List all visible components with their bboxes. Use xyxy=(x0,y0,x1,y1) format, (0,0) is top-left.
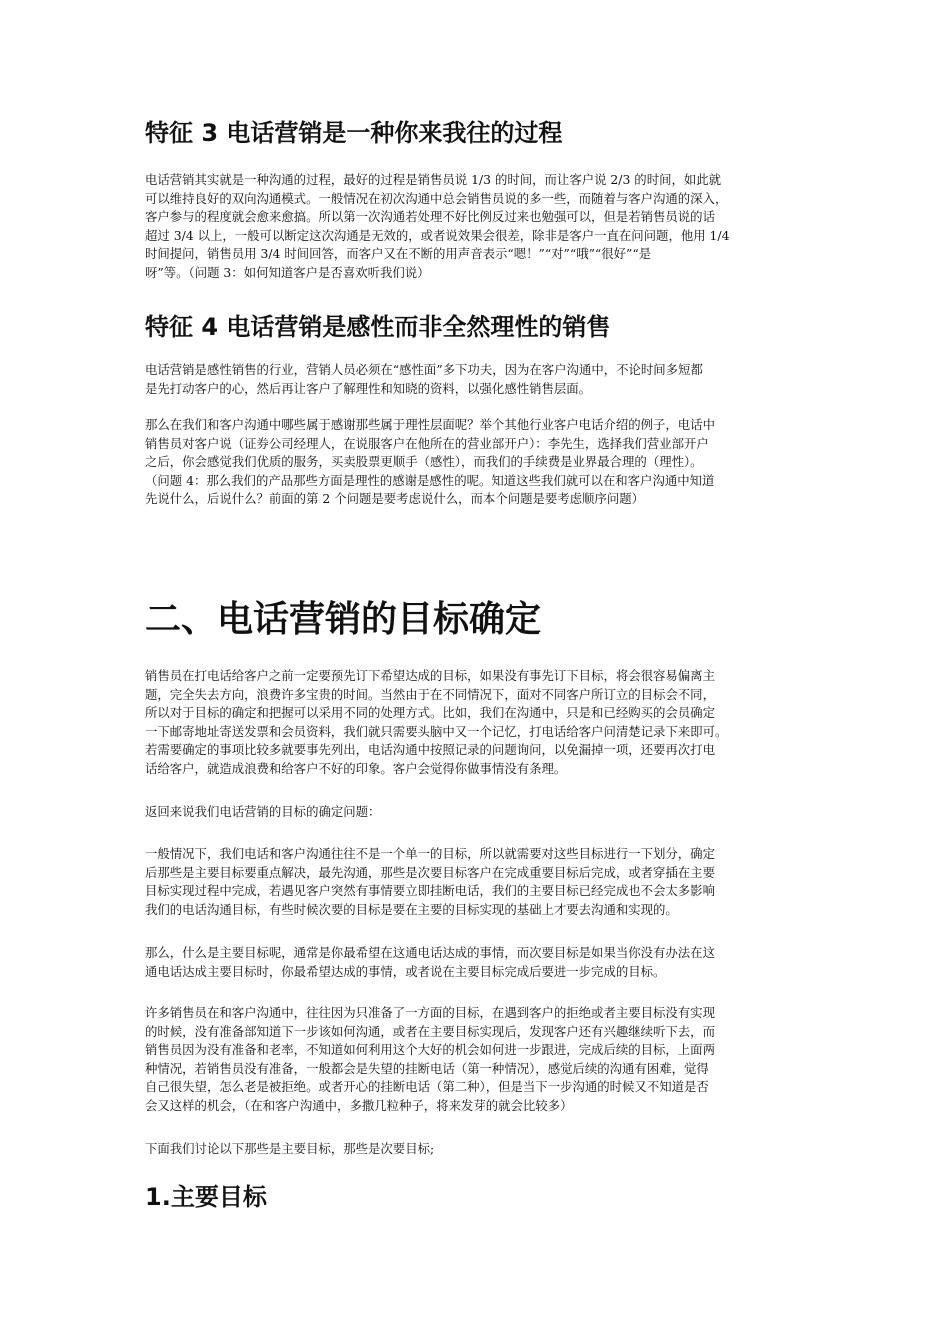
paragraph-section-2e xyxy=(145,1004,815,1116)
text-line: 的时候，没有准备部知道下一步该如何沟通，或者在主要目标实现后，发现客户还有兴趣继续听下去，而 xyxy=(145,1023,715,1039)
paragraph-feature-4b xyxy=(145,416,815,509)
paragraph-feature-3 xyxy=(145,171,815,283)
text-line: 目标实现过程中完成，若遇见客户突然有事情要立即挂断电话，我们的主要目标已经完成也不会太多影响 xyxy=(145,883,715,899)
text-line: 是先打动客户的心，然后再让客户了解理性和知晓的资料，以强化感性销售层面。 xyxy=(145,380,592,396)
heading-primary-goal: 1.主要目标 xyxy=(145,1183,267,1211)
text-line: 种情况，若销售员没有准备，一般都会是失望的挂断电话（第一种情况），感觉后续的沟通有困难，觉得 xyxy=(145,1060,709,1076)
paragraph-section-2f xyxy=(145,1140,815,1159)
paragraph-section-2a xyxy=(145,667,815,779)
paragraph-section-2c xyxy=(145,845,815,919)
text-line: 会又这样的机会，（在和客户沟通中，多撒几粒种子，将来发芽的就会比较多） xyxy=(145,1097,573,1113)
text-line: 销售员对客户说（证券公司经理人，在说服客户在他所在的营业部开户）：李先生，选择我们营业部开户 xyxy=(145,435,709,451)
text-line: 客户参与的程度就会愈来愈搞。所以第一次沟通若处理不好比例反过来也勉强可以，但是若销售员说的话 xyxy=(145,209,715,225)
heading-feature-3: 特征 3 电话营销是一种你来我往的过程 xyxy=(145,119,563,147)
text-line: 后那些是主要目标要重点解决，最先沟通，那些是次要目标客户在完成重要目标后完成，或者穿插在主要 xyxy=(145,864,715,880)
paragraph-section-2b xyxy=(145,803,815,822)
text-line: 话给客户，就造成浪费和给客户不好的印象。客户会觉得你做事情没有条理。 xyxy=(145,760,567,776)
text-line: 那么，什么是主要目标呢，通常是你最希望在这通电话达成的事情，而次要目标是如果当你没有办法在这 xyxy=(145,945,715,960)
text-line: 那么在我们和客户沟通中哪些属于感谢那些属于理性层面呢？举个其他行业客户电话介绍的例子，电话中 xyxy=(145,417,715,432)
text-line: 许多销售员在和客户沟通中，往往因为只准备了一方面的目标，在遇到客户的拒绝或者主要目标没有实现 xyxy=(145,1005,715,1020)
text-line: 若需要确定的事项比较多就要事先列出，电话沟通中按照记录的问题询问，以免漏掉一项，还要再次打电 xyxy=(145,742,715,758)
text-line: 所以对于目标的确定和把握可以采用不同的处理方式。比如，我们在沟通中，只是和已经购买的会员确定 xyxy=(145,705,715,721)
text-line: 一下邮寄地址寄送发票和会员资料，我们就只需要头脑中又一个记忆，打电话给客户问清楚记录下来即可。 xyxy=(145,723,728,739)
text-line: 返回来说我们电话营销的目标的确定问题： xyxy=(145,804,381,819)
text-line: 可以维持良好的双向沟通模式。一般情况在初次沟通中总会销售员说的多一些，而随着与客户沟通的深入， xyxy=(145,190,728,206)
text-line: 我们的电话沟通目标，有些时候次要的目标是要在主要的目标实现的基础上才要去沟通和实现的。 xyxy=(145,901,678,917)
text-line: 下面我们讨论以下那些是主要目标，那些是次要目标; xyxy=(145,1141,435,1156)
text-line: 呀”等。（问题 3：如何知道客户是否喜欢听我们说） xyxy=(145,264,430,280)
text-line: 超过 3/4 以上，一般可以断定这次沟通是无效的，或者说效果会很差，除非是客户一直在问问题，他用 1/4 xyxy=(145,227,730,243)
text-line: 时间提问，销售员用 3/4 时间回答，而客户又在不断的用声音表示“嗯！”“对”“哦”“很好”“是 xyxy=(145,246,652,262)
text-line: 题，完全失去方向，浪费许多宝贵的时间。当然由于在不同情况下，面对不同客户所订立的目标会不同， xyxy=(145,686,715,702)
text-line: 自己很失望，怎么老是被拒绝。或者开心的挂断电话（第二种），但是当下一步沟通的时候又不知道是否 xyxy=(145,1079,709,1095)
text-line: 电话营销其实就是一种沟通的过程，最好的过程是销售员说 1/3 的时间，而让客户说 2/3 的时间，如此就 xyxy=(145,172,722,187)
text-line: 通电话达成主要目标时，你最希望达成的事情，或者说在主要目标完成后要进一步完成的目标。 xyxy=(145,963,666,979)
heading-feature-4: 特征 4 电话营销是感性而非全然理性的销售 xyxy=(145,313,611,341)
heading-section-2: 二、电话营销的目标确定 xyxy=(145,599,542,640)
text-line: 一般情况下，我们电话和客户沟通往往不是一个单一的目标，所以就需要对这些目标进行一下划分，确定 xyxy=(145,846,715,861)
text-line: 销售员因为没有准备和老率，不知道如何利用这个大好的机会如何进一步跟进，完成后续的目标，上面两 xyxy=(145,1042,715,1058)
text-line: 之后，你会感觉我们优质的服务，买卖股票更顺手（感性），而我们的手续费是业界最合理的（理性）。 xyxy=(145,454,703,470)
text-line: 销售员在打电话给客户之前一定要预先订下希望达成的目标，如果没有事先订下目标，将会很容易偏离主 xyxy=(145,668,715,683)
paragraph-section-2d xyxy=(145,944,815,981)
text-line: 先说什么，后说什么？前面的第 2 个问题是要考虑说什么，而本个问题是要考虑顺序问题） xyxy=(145,491,644,507)
paragraph-feature-4a xyxy=(145,361,815,398)
text-line: （问题 4：那么我们的产品那些方面是理性的感谢是感性的呢。知道这些我们就可以在和客户沟通中知道 xyxy=(145,472,715,488)
text-line: 电话营销是感性销售的行业，营销人员必须在“感性面”多下功夫，因为在客户沟通中，不论时间多短都 xyxy=(145,362,703,377)
